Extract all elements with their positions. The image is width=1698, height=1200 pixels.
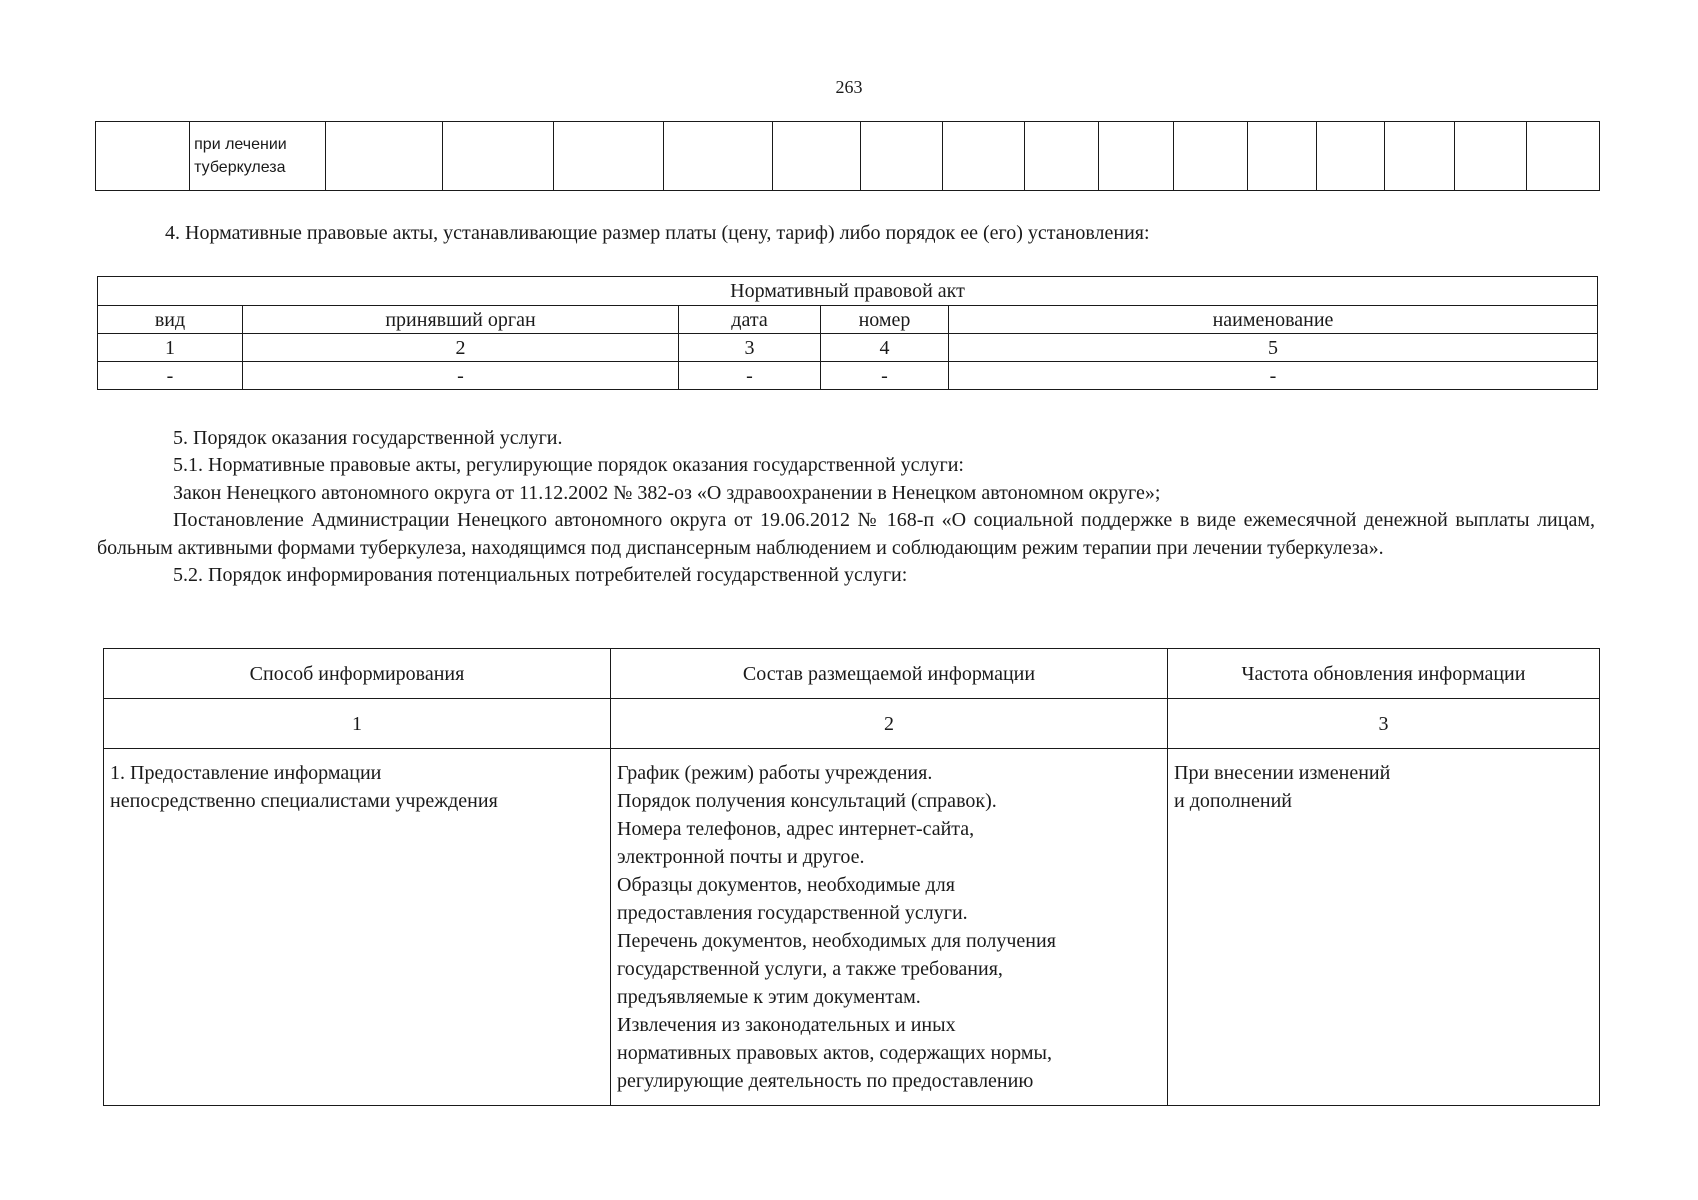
table-cell	[1526, 122, 1599, 191]
table-cell	[1454, 122, 1526, 191]
content-cell	[611, 749, 1168, 1106]
column-header-date: дата	[679, 306, 821, 334]
table-cell: -	[98, 362, 243, 390]
table-number-row	[104, 699, 1600, 749]
cell-line: Номера телефонов, адрес интернет-сайта,	[617, 818, 975, 840]
table-cell	[1384, 122, 1454, 191]
column-header-number: номер	[821, 306, 949, 334]
table-cell: -	[243, 362, 679, 390]
section-5-title: 5. Порядок оказания государственной услуги.	[173, 427, 563, 449]
table-row	[98, 362, 1598, 390]
cell-line: При внесении изменений	[1174, 762, 1391, 784]
table-cell	[772, 122, 860, 191]
section-5	[97, 425, 1595, 589]
table-cell	[1174, 122, 1248, 191]
resolution-reference: Постановление Администрации Ненецкого автономного округа от 19.06.2012 № 168-п «О социальной поддержке в виде ежемесячной денежной выплаты лицам, больным активными формами туберкулеза, находящимся под диспансерным наблюдением и соблюдающим режим терапии при лечении туберкулеза».	[97, 509, 1595, 559]
page-number: 263	[835, 77, 863, 97]
cell-line: электронной почты и другое.	[617, 846, 865, 868]
cell-line: предъявляемые к этим документам.	[617, 986, 921, 1008]
column-number: 4	[821, 334, 949, 362]
method-cell	[104, 749, 611, 1106]
informing-table	[103, 648, 1600, 1106]
table-cell	[1248, 122, 1316, 191]
cell-line: Порядок получения консультаций (справок).	[617, 790, 997, 812]
table-caption-row	[98, 277, 1598, 306]
column-number: 2	[611, 699, 1168, 749]
cell-line: График (режим) работы учреждения.	[617, 762, 933, 784]
column-number: 1	[104, 699, 611, 749]
table-cell: -	[821, 362, 949, 390]
table-cell	[553, 122, 663, 191]
table-caption: Нормативный правовой акт	[98, 277, 1598, 306]
column-number: 1	[98, 334, 243, 362]
table-cell	[326, 122, 443, 191]
column-number: 3	[1168, 699, 1600, 749]
cell-line: нормативных правовых актов, содержащих нормы,	[617, 1042, 1052, 1064]
table-cell: -	[679, 362, 821, 390]
normative-acts-table	[97, 276, 1598, 390]
table-cell	[860, 122, 942, 191]
table-cell	[443, 122, 553, 191]
table-row	[104, 749, 1600, 1106]
table-cell	[1316, 122, 1384, 191]
continuation-label-line: туберкулеза	[194, 159, 286, 176]
cell-line: предоставления государственной услуги.	[617, 902, 968, 924]
continuation-row	[96, 122, 1600, 191]
cell-line: и дополнений	[1174, 790, 1292, 812]
cell-line: государственной услуги, а также требования,	[617, 958, 1003, 980]
table-header-row	[98, 306, 1598, 334]
table-cell	[943, 122, 1025, 191]
column-number: 3	[679, 334, 821, 362]
table-cell	[663, 122, 772, 191]
table-cell: -	[949, 362, 1598, 390]
table-cell	[96, 122, 190, 191]
column-header-title: наименование	[949, 306, 1598, 334]
law-reference: Закон Ненецкого автономного округа от 11.12.2002 № 382-оз «О здравоохранении в Ненецком автономном округе»;	[173, 481, 1161, 504]
continuation-table	[95, 121, 1600, 191]
section-5-2-heading: 5.2. Порядок информирования потенциальных потребителей государственной услуги:	[173, 564, 908, 587]
continuation-label	[190, 122, 326, 191]
cell-line: Перечень документов, необходимых для получения	[617, 930, 1056, 952]
column-number: 2	[243, 334, 679, 362]
column-number: 5	[949, 334, 1598, 362]
table-number-row	[98, 334, 1598, 362]
cell-line: непосредственно специалистами учреждения	[110, 790, 498, 812]
section-5-1-heading: 5.1. Нормативные правовые акты, регулирующие порядок оказания государственной услуги:	[173, 454, 964, 477]
cell-line: Образцы документов, необходимые для	[617, 874, 955, 896]
continuation-label-line: при лечении	[194, 136, 287, 153]
column-header-authority: принявший орган	[243, 306, 679, 334]
table-cell	[1099, 122, 1174, 191]
cell-line: регулирующие деятельность по предоставлению	[617, 1070, 1034, 1092]
cell-line: Извлечения из законодательных и иных	[617, 1014, 956, 1036]
section-4-heading: 4. Нормативные правовые акты, устанавливающие размер платы (цену, тариф) либо порядок ее (его) установления:	[165, 222, 1150, 244]
column-header-frequency: Частота обновления информации	[1168, 649, 1600, 699]
table-header-row	[104, 649, 1600, 699]
cell-line: 1. Предоставление информации	[110, 762, 382, 784]
column-header-kind: вид	[98, 306, 243, 334]
frequency-cell	[1168, 749, 1600, 1106]
table-cell	[1025, 122, 1099, 191]
column-header-content: Состав размещаемой информации	[611, 649, 1168, 699]
column-header-method: Способ информирования	[104, 649, 611, 699]
